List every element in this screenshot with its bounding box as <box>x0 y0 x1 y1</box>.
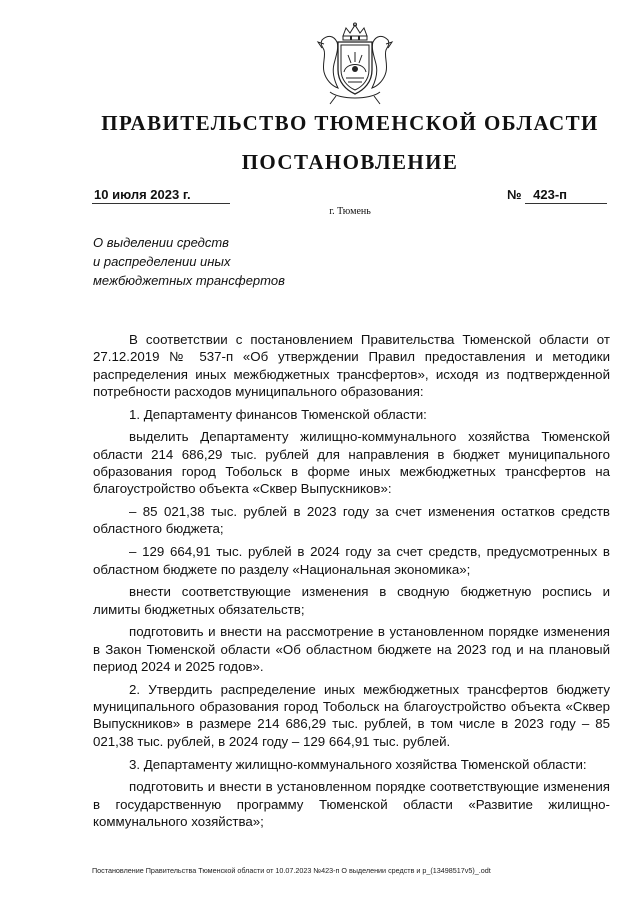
document-subject <box>93 233 353 290</box>
body-paragraph: выделить Департаменту жилищно-коммунального хозяйства Тюменской области 214 686,29 тыс. рублей для направления в бюджет муниципального образования город Тобольск в форме иных межбюджетных трансфертов на благоустройство объекта «Сквер Выпускников»: <box>93 429 610 497</box>
body-paragraph: – 129 664,91 тыс. рублей в 2024 году за счет средств, предусмотренных в областном бюджете по разделу «Национальная экономика»; <box>93 544 610 577</box>
coat-of-arms-icon <box>310 22 400 106</box>
number-value: 423-п <box>525 187 607 204</box>
body-paragraph: 3. Департаменту жилищно-коммунального хозяйства Тюменской области: <box>129 756 587 772</box>
number-sign: № <box>507 187 522 202</box>
body-paragraph: подготовить и внести на рассмотрение в установленном порядке изменения в Закон Тюменской области «Об областном бюджете на 2023 год и на плановый период 2024 и 2025 годов». <box>93 624 610 675</box>
document-type-title: ПОСТАНОВЛЕНИЕ <box>241 150 459 174</box>
body-paragraph: В соответствии с постановлением Правительства Тюменской области от 27.12.2019 № 537-п «Об утверждении Правил предоставления и методики распределения иных межбюджетных трансфертов», исходя из подтвержденной потребности расходов муниципального образования: <box>93 332 610 399</box>
body-paragraph: – 85 021,38 тыс. рублей в 2023 году за счет изменения остатков средств областного бюджета; <box>93 504 610 537</box>
footer-filename: Постановление Правительства Тюменской области от 10.07.2023 №423-п О выделении средств и р_(13498517v5)_.odt <box>92 866 491 875</box>
body-paragraph: 1. Департаменту финансов Тюменской области: <box>129 406 427 422</box>
city-label: г. Тюмень <box>329 206 371 217</box>
document-body <box>93 331 610 836</box>
organization-title: ПРАВИТЕЛЬСТВО ТЮМЕНСКОЙ ОБЛАСТИ <box>101 111 599 135</box>
subject-line: О выделении средств <box>93 235 229 250</box>
body-paragraph: 2. Утвердить распределение иных межбюджетных трансфертов бюджету муниципального образования город Тобольск на благоустройство объекта «Сквер Выпускников» в размере 214 686,29 тыс. рублей, в том числе в 2023 году – 85 021,38 тыс. рублей, в 2024 году – 129 664,91 тыс. рублей. <box>93 681 610 749</box>
document-number <box>507 187 607 204</box>
subject-line: и распределении иных <box>93 254 231 269</box>
document-date: 10 июля 2023 г. <box>92 187 230 204</box>
body-paragraph: внести соответствующие изменения в сводную бюджетную роспись и лимиты бюджетных обязательств; <box>93 584 610 617</box>
body-paragraph: подготовить и внести в установленном порядке соответствующие изменения в государственную программу Тюменской области «Развитие жилищно-коммунального хозяйства»; <box>93 779 610 829</box>
subject-line: межбюджетных трансфертов <box>93 273 285 288</box>
